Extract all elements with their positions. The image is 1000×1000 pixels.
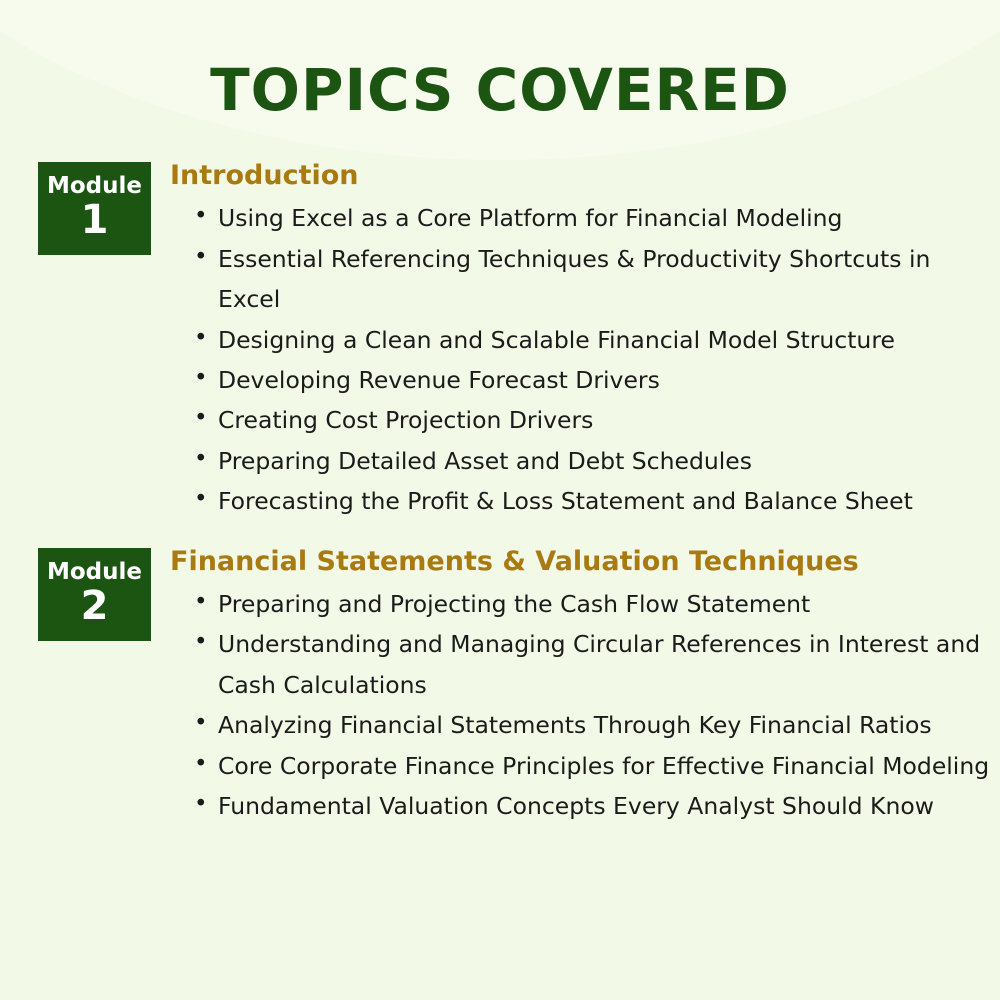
page-title: TOPICS COVERED — [210, 56, 790, 124]
module-body-2 — [151, 546, 1000, 827]
module-section-2 — [0, 546, 1000, 827]
list-item: • Preparing Detailed Asset and Debt Schedules — [188, 441, 1000, 481]
list-item: • Understanding and Managing Circular References in Interest and Cash Calculations — [188, 624, 1000, 705]
module-heading-2: Financial Statements & Valuation Techniques — [170, 545, 859, 577]
module-badge-word-1: Module — [46, 173, 142, 199]
module-badge-word-2: Module — [46, 558, 142, 585]
module-badge-1 — [38, 162, 151, 255]
list-item: • Forecasting the Profit & Loss Statement and Balance Sheet — [188, 481, 1000, 521]
module-badge-number-2: 2 — [80, 582, 109, 629]
module-badge-2 — [38, 548, 151, 641]
modules-list — [0, 160, 1000, 826]
list-item: • Core Corporate Finance Principles for Effective Financial Modeling — [188, 746, 1000, 786]
list-item: • Analyzing Financial Statements Through Key Financial Ratios — [188, 705, 1000, 745]
module-topics-1 — [170, 198, 1000, 521]
list-item: • Creating Cost Projection Drivers — [188, 400, 1000, 440]
module-heading-1: Introduction — [170, 160, 359, 191]
module-badge-number-1: 1 — [80, 197, 109, 244]
list-item: • Designing a Clean and Scalable Financial Model Structure — [188, 320, 1000, 360]
list-item: • Developing Revenue Forecast Drivers — [188, 360, 1000, 400]
module-section-1 — [0, 160, 1000, 522]
list-item: • Essential Referencing Techniques & Productivity Shortcuts in Excel — [188, 239, 1000, 320]
list-item: • Fundamental Valuation Concepts Every Analyst Should Know — [188, 786, 1000, 826]
list-item: • Using Excel as a Core Platform for Financial Modeling — [188, 198, 1000, 238]
module-topics-2 — [170, 584, 1000, 826]
list-item: • Preparing and Projecting the Cash Flow Statement — [188, 584, 1000, 624]
module-body-1 — [151, 160, 1000, 522]
